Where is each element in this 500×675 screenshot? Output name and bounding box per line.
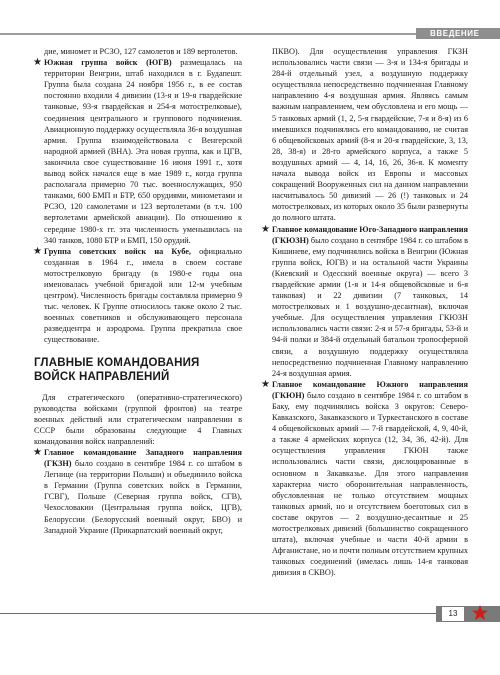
item-text: было создано в сентябре 1984 г. со штабом в Кишиневе, ему подчинялись войска в Венгрии (Южная группа войск, ЮГВ) и на остальной части Украины (Киевский и Одесский военные округа) — всего 3 гвардейские армии (1-я и 14-я общевойсковые и 6-я танковая) и 22 дивизии (7 танковых, 14 мотострелковых и 1 воздушно-десантная), включая учебные. Для осуществления управления ГКЮЗН использовались части связи: 2-я и 57-я бригады, 53-й и 94-й полки и 384-й отдельный батальон тропосферной связи, а воздушную поддержку осуществляла непосредственно подчиненная Главному направлению 24-я воздушная армия. [272,235,468,378]
intro-paragraph: Для стратегического (оперативно-стратегического) руководства войсками (группой фронтов) на театре военных действий или стратегическом направлении в СССР были образованы следующие 4 Главных командования войск направлений: [34,392,242,446]
item-title: Главное командование Юго-Западного направления (ГКЮЗН) [272,224,468,245]
section-tag: ВВЕДЕНИЕ [416,28,500,39]
list-item-gkun [262,379,468,579]
page-footer [0,602,500,626]
star-bullet-icon: ★ [261,378,270,390]
item-title: Главное командование Западного направления (ГКЗН) [44,448,242,469]
star-bullet-icon: ★ [33,245,42,257]
list-item-ugv [34,57,242,246]
item-text: размещалась на территории Венгрии, штаб находился в г. Будапешт. Группа была создана 24 ноября 1956 г., в ее состав постоянно входили 4 дивизии (13-я и 19-я гвардейские танковые, 93-я гвардейская и 254-я мотострелковые), соединения центрального и группового подчинения. Авиационную поддержку осуществляла 36-я воздушная армия. Группа взаимодействовала с Венгерской народной армией (ВНА). Эта новая группа, как и ЦГВ, закончила свое существование 16 июня 1991 г., хотя вывод войск начался еще в мае 1989 г., когда группа располагала примерно 70 тыс. военнослужащих, 950 танками, 600 БМП и БТР, 650 орудиями, минометами и РСЗО, 120 самолетами и 123 вертолетами (в т.ч. 100 вертолетами армейской авиации). По отношению к середине 1980-х гг. эта численность уменьшилась на 340 танков, 1080 БТР и БМП, 150 орудий. [44,58,242,245]
list-item-gkzn [34,447,242,536]
list-item-cuba [34,246,242,346]
continuation-text: дие, миномет и РСЗО, 127 самолетов и 189 вертолетов. [44,47,238,56]
item-title: Главное командование Южного направления (ГКЮН) [272,379,468,400]
footer-rule [0,613,440,614]
right-column [262,46,468,579]
item-title: Южная группа войск (ЮГВ) [44,58,172,68]
left-column [34,46,242,536]
page-number-box [436,606,500,622]
item-text: было создано в сентябре 1984 г. со штабом в Баку, ему подчинялись войска 3 округов: Северо-Кавказского, Закавказского и Туркестанского в составе 4 общевойсковых армий — 7-й гвардейской, 4, 9, 40-й, а также 4 армейских корпуса (12, 34, 36, 42-й). Для осуществления управления ГКЮН также использовались части связи, дислоцированные в основном в Закавказье. Для этого направления характерна чисто оборонительная направленность, обусловленная не только отсутствием мощных танковых армий, но и отсутствием боеготовых сил в составе округов — 2 воздушно-десантные и 25 мотострелковых дивизий (большинство сокращенного штата), включая учебные и части 40-й армии в Афганистане, но и почти полным отсутствием крупных танковых соединений (имелась лишь 14-я танковая дивизия в СКВО). [272,390,468,578]
star-bullet-icon: ★ [33,447,42,458]
item-title: Группа советских войск на Кубе, [44,246,191,256]
item-text: официально созданная в 1964 г., имела в своем составе мотострелковую бригаду (в 1980-е годы она именовалась учебной бригадой или 12-м учебным центром). Численность бригады составляла примерно 9 тыс. человек. К Группе относилось также около 2 тыс. военных советников и обслуживающего персонала разведцентра и аэродрома. Группа прекратила свое существование. [44,246,243,345]
continuation-text: ПКВО). Для осуществления управления ГКЗН использовались части связи — 3-я и 134-я бригады и 284-й отдельный узел, а воздушную поддержку осуществляла непосредственно подчиненная Главному направлению 4-я воздушная армия. Являясь самым важным направлением, чем обусловлена и его мощь — 5 танковых армий (1, 2, 5-я гвардейские, 7-я и 8-я) из 6 имевшихся подчинялись его командованию, не считая 6 общевойсковых армий (8-я и 20-я гвардейские, 3, 13, 28, 38-я) и 28-го армейского корпуса, а также 5 воздушных армий — 4, 14, 16, 26, 36-я. К моменту начала вывода войск из Европы и массовых сокращений Вооруженных сил на данном направлении насчитывалось 50 дивизий — 26 (!) танковых и 24 мотострелковых, из которых около 35 были развернуты до полного штата. [272,47,468,223]
red-star-icon [471,604,489,622]
item-text: было создано в сентябре 1984 г. со штабом в Легнице (на территории Польши) и объединило войска в Германии (Группа советских войск в Германии, ГСВГ), Польше (Северная группа войск, СГВ), Чехословакии (Центральная группа войск, ЦГВ), Белоруссии (Белорусский военный округ, БВО) и Западной Украине (Прикарпатский военный округ, [44,459,242,535]
page-header [0,28,500,37]
star-bullet-icon: ★ [261,223,270,235]
section-heading-line: ГЛАВНЫЕ КОМАНДОВАНИЯ [34,356,200,369]
list-item-gkuzn [262,224,468,379]
section-heading-line: ВОЙСК НАПРАВЛЕНИЙ [34,370,170,383]
page-number: 13 [442,607,464,621]
star-bullet-icon: ★ [33,57,42,69]
section-heading [34,356,242,384]
